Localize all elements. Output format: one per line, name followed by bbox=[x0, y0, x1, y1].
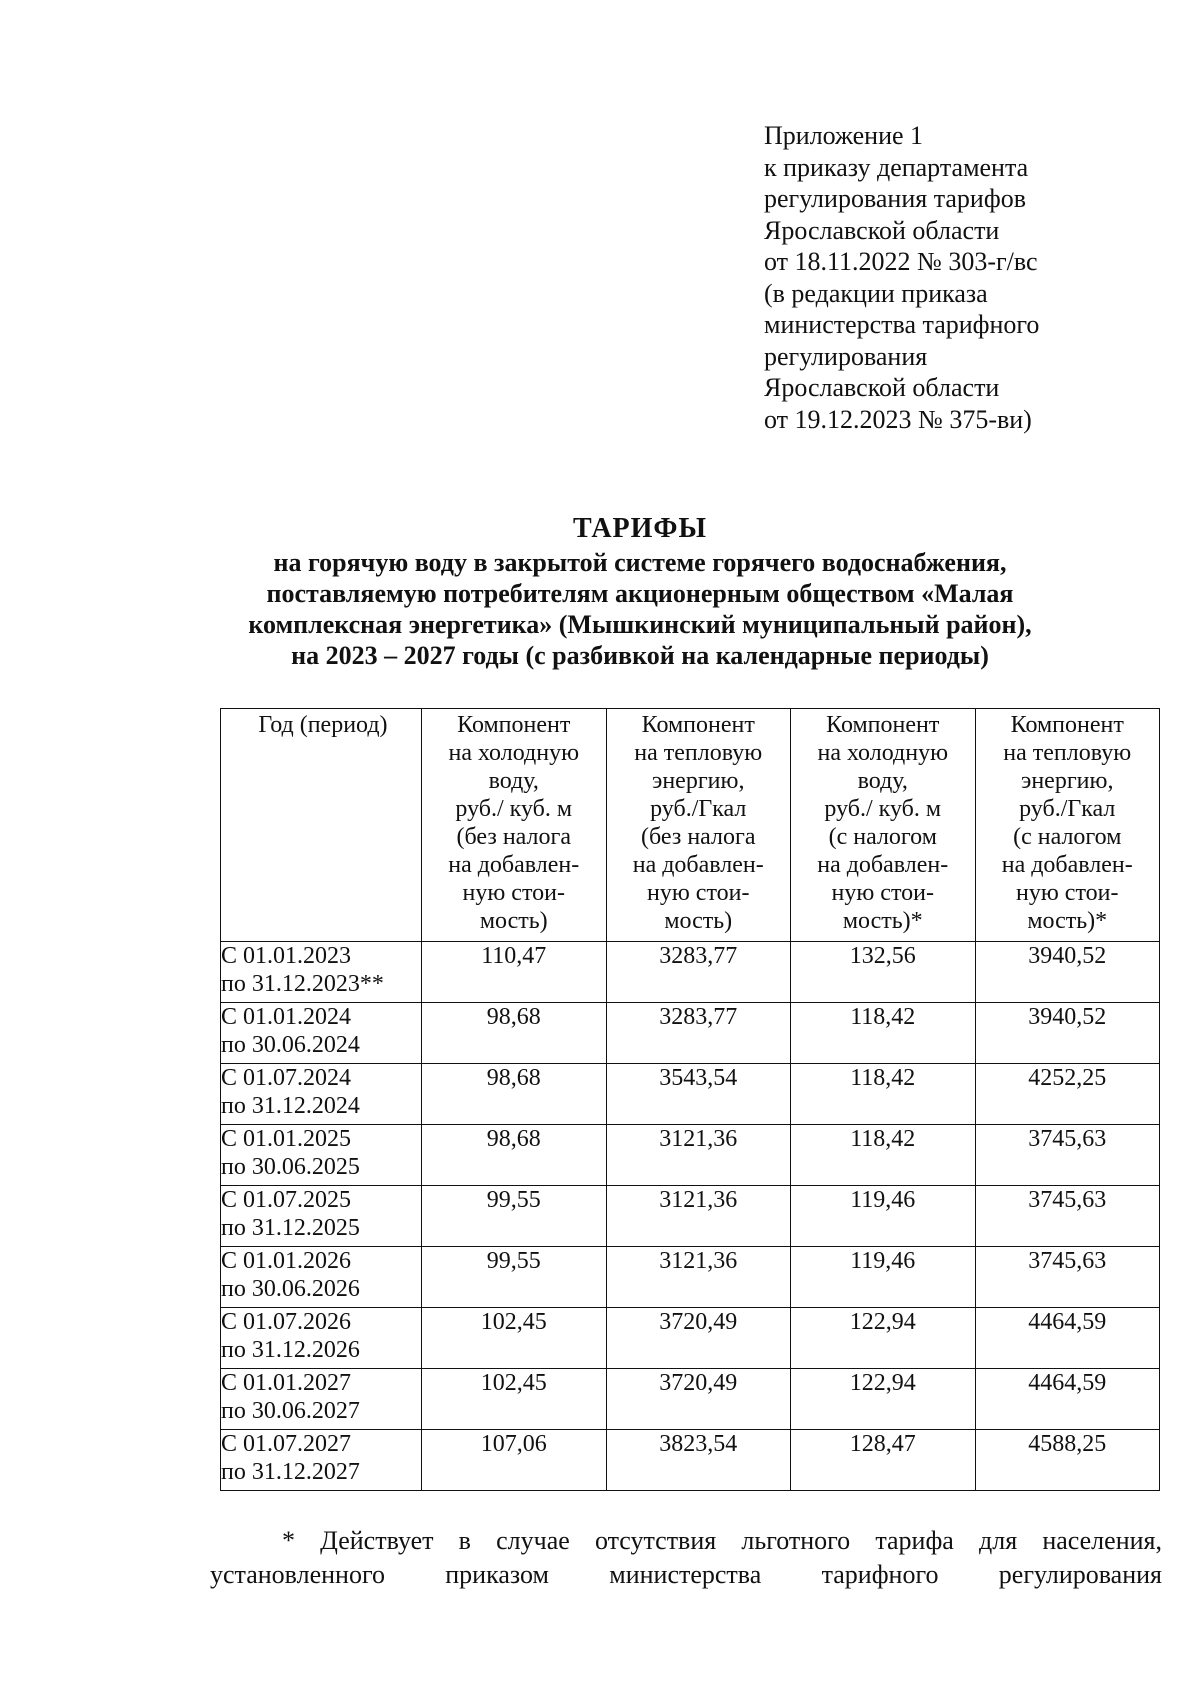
value-cell: 3745,63 bbox=[975, 1247, 1160, 1308]
period-cell bbox=[221, 1369, 422, 1430]
period-cell bbox=[221, 1247, 422, 1308]
header-line: ную стои- bbox=[831, 880, 934, 906]
annex-line: к приказу департамента bbox=[764, 152, 1029, 182]
table-row bbox=[221, 1003, 1160, 1064]
value-cell: 3823,54 bbox=[606, 1430, 791, 1491]
header-line: руб./ куб. м bbox=[824, 796, 942, 822]
value-cell: 102,45 bbox=[422, 1308, 607, 1369]
header-line: на добавлен- bbox=[817, 852, 949, 878]
value-cell: 3283,77 bbox=[606, 942, 791, 1003]
period-to: по 30.06.2025 bbox=[221, 1154, 360, 1180]
subtitle-line: на горячую воду в закрытой системе горячего водоснабжения, bbox=[273, 548, 1007, 577]
value-cell: 118,42 bbox=[791, 1064, 976, 1125]
header-line: Год (период) bbox=[258, 712, 388, 738]
table-row bbox=[221, 1308, 1160, 1369]
value-cell: 119,46 bbox=[791, 1247, 976, 1308]
value-cell: 3121,36 bbox=[606, 1247, 791, 1308]
header-line: на добавлен- bbox=[1001, 852, 1133, 878]
header-line: Компонент bbox=[1010, 712, 1124, 738]
footnote bbox=[210, 1524, 1162, 1592]
table-row bbox=[221, 1064, 1160, 1125]
value-cell: 3720,49 bbox=[606, 1369, 791, 1430]
value-cell: 3745,63 bbox=[975, 1186, 1160, 1247]
period-cell bbox=[221, 1125, 422, 1186]
value-cell: 4464,59 bbox=[975, 1369, 1160, 1430]
annex-block bbox=[764, 120, 1039, 435]
header-line: на холодную bbox=[448, 740, 580, 766]
footnote-line: установленного приказом министерства тарифного регулирования bbox=[210, 1560, 1162, 1589]
annex-line: министерства тарифного bbox=[764, 310, 1040, 339]
period-to: по 31.12.2025 bbox=[221, 1215, 360, 1241]
footnote-line: * Действует в случае отсутствия льготного тарифа для населения, bbox=[282, 1526, 1162, 1555]
value-cell: 98,68 bbox=[422, 1064, 607, 1125]
value-cell: 4588,25 bbox=[975, 1430, 1160, 1491]
subtitle-line: комплексная энергетика» (Мышкинский муниципальный район), bbox=[248, 610, 1032, 639]
header-line: Компонент bbox=[826, 712, 940, 738]
period-from: С 01.07.2025 bbox=[221, 1187, 352, 1213]
period-from: С 01.01.2024 bbox=[221, 1004, 352, 1030]
period-from: С 01.01.2026 bbox=[221, 1248, 352, 1274]
table-row bbox=[221, 1430, 1160, 1491]
header-line: на тепловую bbox=[1003, 740, 1132, 766]
header-line: мость)* bbox=[1027, 908, 1108, 934]
header-line: руб./Гкал bbox=[650, 796, 747, 822]
value-cell: 99,55 bbox=[422, 1247, 607, 1308]
header-line: энергию, bbox=[1021, 768, 1114, 794]
value-cell: 3745,63 bbox=[975, 1125, 1160, 1186]
header-line: на тепловую bbox=[634, 740, 763, 766]
period-from: С 01.01.2027 bbox=[221, 1370, 352, 1396]
header-line: на добавлен- bbox=[448, 852, 580, 878]
value-cell: 4252,25 bbox=[975, 1064, 1160, 1125]
value-cell: 119,46 bbox=[791, 1186, 976, 1247]
period-from: С 01.01.2023 bbox=[221, 943, 352, 969]
period-cell bbox=[221, 1308, 422, 1369]
annex-line: регулирования bbox=[764, 341, 928, 371]
value-cell: 3121,36 bbox=[606, 1125, 791, 1186]
annex-line: (в редакции приказа bbox=[764, 278, 988, 308]
period-cell bbox=[221, 1064, 422, 1125]
period-to: по 31.12.2026 bbox=[221, 1337, 360, 1363]
header-line: (с налогом bbox=[1013, 824, 1122, 850]
value-cell: 107,06 bbox=[422, 1430, 607, 1491]
table-row bbox=[221, 942, 1160, 1003]
header-line: руб./Гкал bbox=[1019, 796, 1116, 822]
subtitle-line: поставляемую потребителям акционерным обществом «Малая bbox=[266, 579, 1014, 608]
value-cell: 3121,36 bbox=[606, 1186, 791, 1247]
period-cell bbox=[221, 942, 422, 1003]
period-to: по 31.12.2023** bbox=[221, 971, 384, 997]
period-to: по 31.12.2024 bbox=[221, 1093, 360, 1119]
header-line: Компонент bbox=[457, 712, 571, 738]
header-line: воду, bbox=[488, 768, 539, 794]
value-cell: 3940,52 bbox=[975, 1003, 1160, 1064]
header-period bbox=[221, 709, 422, 942]
value-cell: 118,42 bbox=[791, 1003, 976, 1064]
header-line: на холодную bbox=[817, 740, 949, 766]
table-row bbox=[221, 1186, 1160, 1247]
annex-line: от 18.11.2022 № 303-г/вс bbox=[764, 247, 1038, 276]
header-line: (с налогом bbox=[828, 824, 937, 850]
period-to: по 30.06.2026 bbox=[221, 1276, 360, 1302]
header-component-4 bbox=[975, 709, 1160, 942]
annex-line: регулирования тарифов bbox=[764, 184, 1026, 213]
header-component-3 bbox=[791, 709, 976, 942]
value-cell: 3543,54 bbox=[606, 1064, 791, 1125]
subtitle-line: на 2023 – 2027 годы (с разбивкой на календарные периоды) bbox=[291, 641, 989, 670]
table-row bbox=[221, 1125, 1160, 1186]
annex-line: Приложение 1 bbox=[764, 121, 924, 150]
value-cell: 128,47 bbox=[791, 1430, 976, 1491]
table-row bbox=[221, 1369, 1160, 1430]
period-from: С 01.07.2026 bbox=[221, 1309, 352, 1335]
value-cell: 122,94 bbox=[791, 1369, 976, 1430]
header-line: энергию, bbox=[652, 768, 745, 794]
document-title: ТАРИФЫ bbox=[573, 513, 707, 544]
header-line: руб./ куб. м bbox=[455, 796, 573, 822]
header-line: мость)* bbox=[842, 908, 923, 934]
annex-line: Ярославской области bbox=[764, 373, 1000, 402]
value-cell: 3940,52 bbox=[975, 942, 1160, 1003]
table-body bbox=[221, 942, 1160, 1491]
period-from: С 01.01.2025 bbox=[221, 1126, 352, 1152]
value-cell: 98,68 bbox=[422, 1125, 607, 1186]
period-to: по 31.12.2027 bbox=[221, 1459, 360, 1485]
value-cell: 118,42 bbox=[791, 1125, 976, 1186]
header-line: мость) bbox=[664, 908, 733, 934]
header-line: на добавлен- bbox=[632, 852, 764, 878]
value-cell: 4464,59 bbox=[975, 1308, 1160, 1369]
annex-line: от 19.12.2023 № 375-ви) bbox=[764, 404, 1032, 434]
table-row bbox=[221, 1247, 1160, 1308]
document-subtitle bbox=[180, 547, 1100, 671]
title-block bbox=[180, 512, 1100, 671]
tariff-table bbox=[220, 708, 1160, 1491]
header-line: ную стои- bbox=[462, 880, 565, 906]
header-line: (без налога bbox=[456, 824, 571, 850]
period-from: С 01.07.2027 bbox=[221, 1431, 352, 1457]
value-cell: 3720,49 bbox=[606, 1308, 791, 1369]
header-line: ную стои- bbox=[1016, 880, 1119, 906]
period-cell bbox=[221, 1430, 422, 1491]
period-to: по 30.06.2024 bbox=[221, 1032, 360, 1058]
header-line: (без налога bbox=[641, 824, 756, 850]
value-cell: 3283,77 bbox=[606, 1003, 791, 1064]
value-cell: 102,45 bbox=[422, 1369, 607, 1430]
header-line: воду, bbox=[857, 768, 908, 794]
header-component-2 bbox=[606, 709, 791, 942]
value-cell: 122,94 bbox=[791, 1308, 976, 1369]
value-cell: 98,68 bbox=[422, 1003, 607, 1064]
table-header-row bbox=[221, 709, 1160, 942]
value-cell: 132,56 bbox=[791, 942, 976, 1003]
value-cell: 110,47 bbox=[422, 942, 607, 1003]
header-component-1 bbox=[422, 709, 607, 942]
period-to: по 30.06.2027 bbox=[221, 1398, 360, 1424]
annex-line: Ярославской области bbox=[764, 215, 1000, 245]
period-from: С 01.07.2024 bbox=[221, 1065, 352, 1091]
header-line: мость) bbox=[479, 908, 548, 934]
header-line: Компонент bbox=[641, 712, 755, 738]
period-cell bbox=[221, 1186, 422, 1247]
value-cell: 99,55 bbox=[422, 1186, 607, 1247]
period-cell bbox=[221, 1003, 422, 1064]
header-line: ную стои- bbox=[647, 880, 750, 906]
